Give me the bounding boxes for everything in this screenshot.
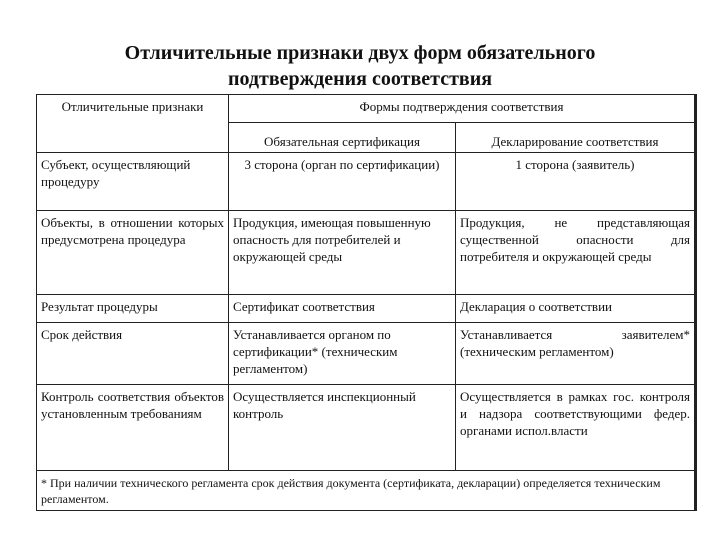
table-row (37, 211, 696, 295)
row-validity-certification: Устанавливается органом по сертификации* (техническим регламентом) (229, 323, 456, 385)
row-objects-declaration: Продукция, не представляющая существенной опасности для потребителя и окружающей среды (456, 211, 696, 295)
row-feature-subject: Субъект, осуществляющий процедуру (37, 153, 229, 211)
row-control-certification: Осуществляется инспекционный контроль (229, 385, 456, 471)
row-subject-certification: 3 сторона (орган по сертификации) (229, 153, 456, 211)
page-title (0, 40, 720, 92)
title-line-2: подтверждения соответствия (227, 68, 493, 90)
table-row (37, 385, 696, 471)
row-result-declaration: Декларация о соответствии (456, 295, 696, 323)
row-feature-result: Результат процедуры (37, 295, 229, 323)
row-control-declaration: Осуществляется в рамках гос. контроля и надзора соответствующими федер. органами испол.власти (456, 385, 696, 471)
title-line-1: Отличительные признаки двух форм обязательного (124, 42, 596, 64)
row-feature-objects: Объекты, в отношении которых предусмотрена процедура (37, 211, 229, 295)
footnote-row (37, 471, 696, 511)
header-row-1 (37, 95, 696, 123)
header-col-certification: Обязательная сертификация (229, 122, 456, 152)
header-forms: Формы подтверждения соответствия (229, 95, 696, 123)
table-row (37, 295, 696, 323)
row-objects-certification: Продукция, имеющая повышенную опасность для потребителей и окружающей среды (229, 211, 456, 295)
header-col-declaration: Декларирование соответствия (456, 122, 696, 152)
row-feature-control: Контроль соответствия объектов установленным требованиям (37, 385, 229, 471)
footnote: * При наличии технического регламента срок действия документа (сертификата, декларации) определяется техническим регламентом. (37, 471, 696, 511)
table-row (37, 323, 696, 385)
comparison-table (36, 94, 697, 511)
row-feature-validity: Срок действия (37, 323, 229, 385)
table-row (37, 153, 696, 211)
header-features: Отличительные признаки (37, 95, 229, 153)
row-validity-declaration: Устанавливается заявителем* (техническим регламентом) (456, 323, 696, 385)
row-subject-declaration: 1 сторона (заявитель) (456, 153, 696, 211)
row-result-certification: Сертификат соответствия (229, 295, 456, 323)
